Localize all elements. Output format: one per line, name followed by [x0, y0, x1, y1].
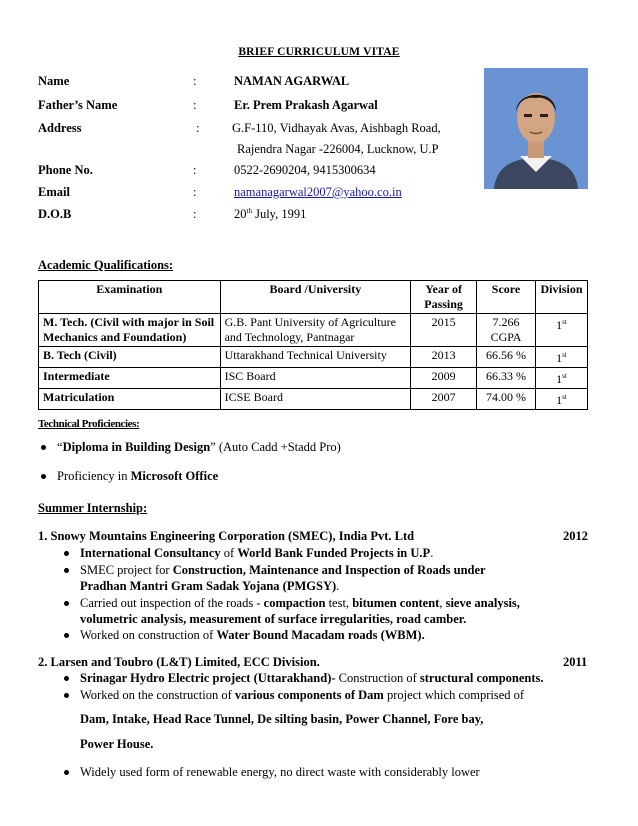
cv-title: BRIEF CURRICULUM VITAE [238, 46, 400, 58]
division-sup: st [562, 318, 567, 326]
dob-rest: July, 1991 [251, 207, 307, 222]
internship-2-components-line-1: Dam, Intake, Head Race Tunnel, De silting basin, Power Channel, Fore bay, [80, 712, 484, 726]
score-cell: 7.266 CGPA [477, 314, 536, 347]
table-header-row [39, 281, 588, 314]
internship-1-bullet-2 [64, 563, 486, 578]
internship-1-bullet-3 [64, 596, 520, 611]
internship-heading: Summer Internship: [38, 501, 148, 515]
technical-heading: Technical Proficiencies: [38, 418, 140, 430]
exam-cell: Intermediate [39, 368, 221, 389]
table-row [39, 389, 588, 410]
text: Carried out inspection of the roads - [80, 596, 264, 610]
table-row [39, 368, 588, 389]
person-portrait-icon [484, 68, 588, 189]
internship-1-bullet-4 [64, 628, 425, 643]
text-bold: compaction [263, 596, 326, 610]
board-cell: G.B. Pant University of Agriculture and Technology, Pantnagar [220, 314, 411, 347]
division-sup: st [562, 393, 567, 401]
technical-item-1 [41, 440, 341, 455]
phone-label: Phone No. [38, 163, 93, 177]
text-bold: structural components. [419, 671, 544, 685]
header-board: Board /University [220, 281, 411, 314]
board-cell: Uttarakhand Technical University [220, 347, 411, 368]
father-name-label: Father’s Name [38, 98, 118, 112]
division-cell [535, 314, 587, 347]
year-cell: 2015 [411, 314, 477, 347]
internship-2-bullet-2 [64, 688, 524, 703]
division-cell [535, 347, 587, 368]
text: Widely used form of renewable energy, no direct waste with considerably lower [80, 765, 480, 779]
internship-1-bullet-2-cont [80, 579, 339, 594]
text: Construction of [335, 671, 420, 685]
bullet-icon [64, 633, 69, 638]
text: SMEC project for [80, 563, 173, 577]
header-examination: Examination [39, 281, 221, 314]
dob-label: D.O.B [38, 207, 72, 221]
internship-1-title: 1. Snowy Mountains Engineering Corporation (SMEC), India Pvt. Ltd [38, 529, 415, 543]
score-cell: 66.56 % [477, 347, 536, 368]
text: project which comprised of [383, 688, 525, 702]
text: . [430, 546, 434, 560]
text: “ [57, 440, 63, 454]
internship-2-bullet-1 [64, 671, 544, 686]
division-cell [535, 389, 587, 410]
name-value: NAMAN AGARWAL [234, 74, 350, 88]
internship-2-title: 2. Larsen and Toubro (L&T) Limited, ECC Division. [38, 655, 320, 669]
text: ” (Auto Cadd +Stadd Pro) [210, 440, 341, 454]
text-bold: International Consultancy [80, 546, 221, 560]
internship-2-year: 2011 [563, 655, 588, 669]
colon: : [193, 185, 197, 199]
colon: : [196, 121, 200, 135]
profile-photo [484, 68, 588, 189]
colon: : [193, 98, 197, 112]
text-bold: Microsoft Office [130, 469, 219, 483]
division-value: 1 [556, 318, 563, 332]
bullet-icon [64, 676, 69, 681]
text: Worked on the construction of [80, 688, 235, 702]
dob-value [234, 207, 306, 222]
phone-value: 0522-2690204, 9415300634 [234, 163, 376, 177]
technical-item-2 [41, 469, 218, 484]
header-division: Division [535, 281, 587, 314]
text-bold: Water Bound Macadam roads (WBM). [216, 628, 425, 642]
dob-day: 20 [234, 207, 247, 222]
exam-cell: M. Tech. (Civil with major in Soil Mechanics and Foundation) [39, 314, 221, 347]
division-value: 1 [556, 372, 563, 386]
score-cell: 74.00 % [477, 389, 536, 410]
colon: : [193, 74, 197, 88]
division-sup: st [562, 351, 567, 359]
text: Worked on construction of [80, 628, 217, 642]
colon: : [193, 163, 197, 177]
address-line2: Rajendra Nagar -226004, Lucknow, U.P [237, 142, 439, 156]
internship-1-bullet-1 [64, 546, 433, 561]
bullet-icon [64, 568, 69, 573]
internship-1-bullet-3-cont: volumetric analysis, measurement of surface irregularities, road camber. [80, 612, 467, 626]
year-cell: 2013 [411, 347, 477, 368]
text-bold: Srinagar Hydro Electric project (Uttarakhand)- [80, 671, 336, 685]
text-bold: Diploma in Building Design [62, 440, 211, 454]
table-row [39, 347, 588, 368]
text-bold: Pradhan Mantri Gram Sadak Yojana (PMGSY) [80, 579, 337, 593]
year-cell: 2009 [411, 368, 477, 389]
internship-1-year: 2012 [563, 529, 588, 543]
address-line1: G.F-110, Vidhayak Avas, Aishbagh Road, [232, 121, 441, 135]
internship-2-components-line-2: Power House. [80, 737, 154, 751]
text: of [220, 546, 238, 560]
bullet-icon [64, 601, 69, 606]
text-bold: World Bank Funded Projects in U.P [237, 546, 431, 560]
header-score: Score [477, 281, 536, 314]
bullet-icon [64, 693, 69, 698]
division-cell [535, 368, 587, 389]
text: . [336, 579, 340, 593]
text-bold: various components of Dam [234, 688, 384, 702]
board-cell: ISC Board [220, 368, 411, 389]
year-cell: 2007 [411, 389, 477, 410]
bullet-icon [64, 551, 69, 556]
bullet-icon [41, 474, 46, 479]
bullet-icon [41, 445, 46, 450]
email-link[interactable]: namanagarwal2007@yahoo.co.in [234, 185, 402, 199]
name-label: Name [38, 74, 70, 88]
exam-cell: B. Tech (Civil) [39, 347, 221, 368]
dob-sup: th [246, 207, 252, 215]
text-bold: bitumen content [352, 596, 440, 610]
division-value: 1 [556, 351, 563, 365]
text: Proficiency in [57, 469, 131, 483]
table-row [39, 314, 588, 347]
internship-2-bullet-3 [64, 765, 480, 780]
header-year: Year of Passing [411, 281, 477, 314]
text-bold: Construction, Maintenance and Inspection of Roads under [172, 563, 486, 577]
division-sup: st [562, 372, 567, 380]
board-cell: ICSE Board [220, 389, 411, 410]
address-label: Address [38, 121, 82, 135]
bullet-icon [64, 770, 69, 775]
exam-cell: Matriculation [39, 389, 221, 410]
text: , [439, 596, 446, 610]
email-label: Email [38, 185, 70, 199]
academic-heading: Academic Qualifications: [38, 258, 174, 272]
qualifications-table [38, 280, 588, 410]
score-cell: 66.33 % [477, 368, 536, 389]
text-bold: sieve analysis, [445, 596, 520, 610]
text: test, [325, 596, 353, 610]
division-value: 1 [556, 393, 563, 407]
colon: : [193, 207, 197, 221]
father-name-value: Er. Prem Prakash Agarwal [234, 98, 378, 112]
